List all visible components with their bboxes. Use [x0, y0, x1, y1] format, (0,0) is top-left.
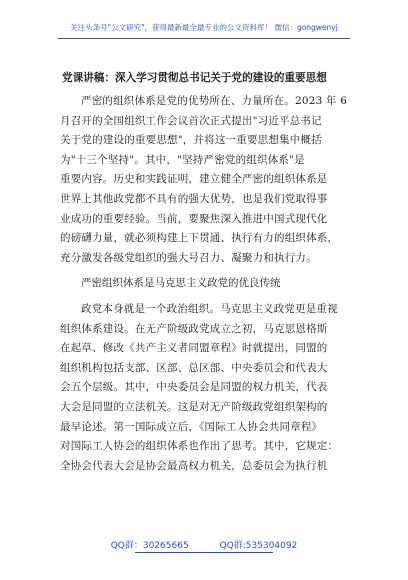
text-line: 充分激发各级党组织的强大号召力、凝聚力和执行力。	[60, 251, 317, 264]
text-line: 月召开的全国组织工作会议首次正式提出"习近平总书记	[60, 114, 322, 127]
text-line: 对国际工人协会的组织体系也作出了思考。其中，它规定：	[60, 440, 339, 453]
footer-underline	[135, 552, 273, 553]
page-title: 党课讲稿：深入学习贯彻总书记关于党的建设的重要思想	[62, 72, 327, 84]
footer-qq-group-2[interactable]: QQ群:535304092	[219, 541, 298, 551]
text-line: 世界上其他政党都不具有的强大优势，也是我们党取得事	[60, 192, 328, 205]
text-line: 会五个层级。其中，中央委员会是同盟的权力机关，代表	[60, 381, 328, 394]
text-line: 关于党的建设的重要思想"，并将这一重要思想集中概括	[60, 134, 322, 147]
text-line: 政党本身就是一个政治组织。马克思主义政党更是重视	[81, 302, 338, 315]
text-line: 业成功的重要经验。当前，要聚焦深入推进中国式现代化	[60, 212, 328, 225]
paragraph-1	[60, 92, 354, 268]
text-line: 组织体系建设。在无产阶级政党成立之初，马克思恩格斯	[60, 322, 328, 335]
document-body	[60, 92, 354, 476]
text-line: 全协会代表大会是协会最高权力机关，总委员会为执行机	[60, 459, 328, 472]
text-line: 严密的组织体系是党的优势所在、力量所在。2023 年 6	[81, 95, 348, 107]
paragraph-2	[60, 300, 354, 476]
header-note: 关注头条号"公文研究"，获得最新最全最专业的公文资料库！ 微信：gongwenyj	[70, 23, 338, 32]
text-line: 大会是同盟的立法机关。这是对无产阶级政党组织架构的	[60, 400, 328, 413]
text-line: 重要内容。历史和实践证明，建立健全严密的组织体系是	[60, 173, 328, 186]
section-heading: 严密组织体系是马克思主义政党的优良传统	[81, 277, 281, 290]
text-line: 在起草、修改《共产主义者同盟章程》时就提出，同盟的	[60, 342, 328, 355]
text-line: 组织机构包括支部、区部、总区部、中央委员会和代表大	[60, 361, 328, 374]
footer-contact	[0, 538, 408, 551]
header-divider	[58, 38, 350, 39]
text-line: 最早论述。第一国际成立后，《国际工人协会共同章程》	[60, 420, 323, 433]
text-line: 的磅礴力量，就必须构建上下贯通、执行有力的组织体系，	[60, 232, 339, 245]
footer-qq-group-1[interactable]: QQ群：30265665	[110, 541, 189, 551]
text-line: 为"十三个坚持"。其中，"坚持严密党的组织体系"是	[60, 153, 305, 166]
